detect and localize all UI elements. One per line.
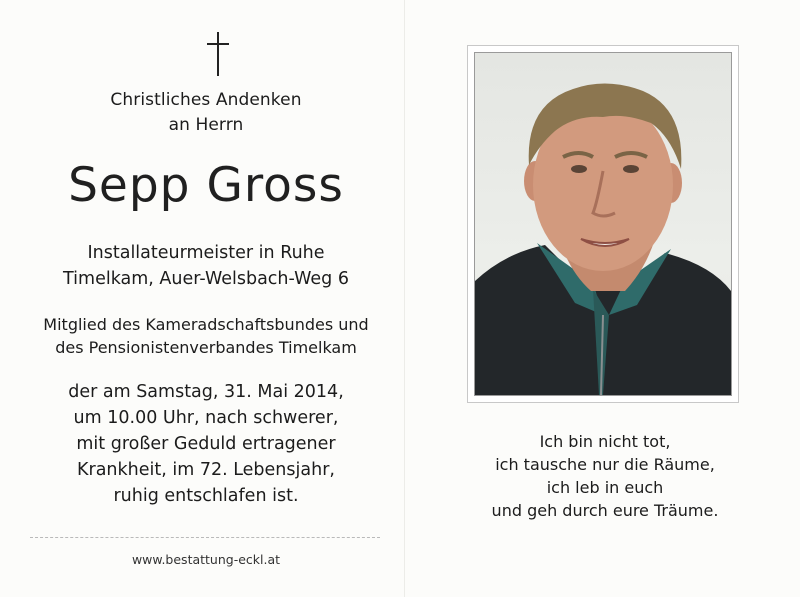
portrait-photo	[474, 52, 732, 396]
poem-line: und geh durch eure Träume.	[491, 501, 719, 520]
footer-divider	[30, 537, 380, 538]
membership-line-1: Mitglied des Kameradschaftsbundes und	[43, 315, 369, 334]
intro-line-2: an Herrn	[168, 115, 244, 135]
death-text-line: Krankheit, im 72. Lebensjahr,	[77, 460, 335, 480]
poem	[430, 430, 780, 522]
occupation: Installateurmeister in Ruhe	[87, 243, 325, 263]
card-fold-line	[404, 0, 405, 597]
death-text-line: um 10.00 Uhr, nach schwerer,	[73, 408, 339, 428]
address: Timelkam, Auer-Welsbach-Weg 6	[63, 269, 349, 289]
intro-line-1: Christliches Andenken	[110, 90, 302, 110]
death-text-line: der am Samstag, 31. Mai 2014,	[68, 382, 344, 402]
portrait-illustration	[475, 53, 731, 395]
poem-line: ich tausche nur die Räume,	[495, 455, 715, 474]
membership-line-2: des Pensionistenverbandes Timelkam	[55, 338, 357, 357]
poem-line: Ich bin nicht tot,	[539, 432, 671, 451]
death-text-line: ruhig entschlafen ist.	[113, 486, 299, 506]
cross-icon	[204, 32, 232, 76]
portrait-frame	[467, 45, 739, 403]
poem-line: ich leb in euch	[546, 478, 664, 497]
death-text-line: mit großer Geduld ertragener	[76, 434, 336, 454]
funeral-home-website: www.bestattung-eckl.at	[131, 552, 281, 567]
deceased-name: Sepp Gross	[68, 158, 344, 213]
